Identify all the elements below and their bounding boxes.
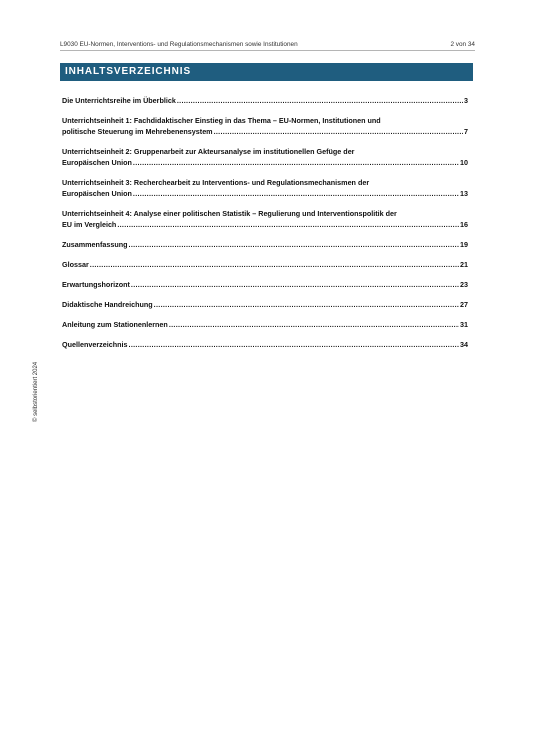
toc-entry[interactable]	[62, 239, 468, 250]
toc-title-banner: INHALTSVERZEICHNIS	[60, 63, 473, 81]
toc-entry-page: 16	[460, 220, 468, 229]
toc-entry-page: 23	[460, 280, 468, 289]
toc-leader-dots	[133, 157, 459, 168]
toc-entry-title: EU im Vergleich	[62, 220, 117, 229]
header-page-number: 2 von 34	[450, 41, 475, 48]
copyright-note: © selbstorientiert 2024	[33, 361, 39, 422]
toc-leader-dots	[129, 339, 459, 350]
toc-entry[interactable]	[62, 95, 468, 106]
toc-entry-title: Zusammenfassung	[62, 240, 128, 249]
toc-entry-title: politische Steuerung im Mehrebenensystem	[62, 127, 213, 136]
toc-entry-page: 10	[460, 158, 468, 167]
toc-entry[interactable]	[62, 115, 468, 137]
page-header	[60, 41, 475, 51]
toc-entry-title: Didaktische Handreichung	[62, 300, 153, 309]
toc-entry[interactable]	[62, 339, 468, 350]
toc-entry-title-line1: Unterrichtseinheit 3: Recherchearbeit zu Interventions- und Regulationsmechanismen der	[62, 178, 370, 187]
toc-entry-title: Anleitung zum Stationenlernen	[62, 320, 168, 329]
table-of-contents	[62, 95, 468, 359]
toc-entry-title-line1: Unterrichtseinheit 1: Fachdidaktischer Einstieg in das Thema – EU-Normen, Institutionen und	[62, 116, 381, 125]
toc-leader-dots	[169, 319, 459, 330]
toc-entry-page: 31	[460, 320, 468, 329]
toc-entry[interactable]	[62, 319, 468, 330]
toc-leader-dots	[177, 95, 463, 106]
toc-entry-title: Die Unterrichtsreihe im Überblick	[62, 96, 176, 105]
toc-entry[interactable]	[62, 259, 468, 270]
header-document-title: L9030 EU-Normen, Interventions- und Regulationsmechanismen sowie Institutionen	[60, 41, 298, 48]
toc-entry[interactable]	[62, 208, 468, 230]
toc-leader-dots	[90, 259, 459, 270]
toc-entry-page: 7	[464, 127, 468, 136]
toc-entry[interactable]	[62, 177, 468, 199]
toc-entry-page: 19	[460, 240, 468, 249]
toc-leader-dots	[129, 239, 459, 250]
toc-entry[interactable]	[62, 279, 468, 290]
toc-entry-title-line1: Unterrichtseinheit 4: Analyse einer politischen Statistik – Regulierung und Interventionspolitik der	[62, 209, 397, 218]
toc-leader-dots	[133, 188, 459, 199]
toc-leader-dots	[117, 219, 459, 230]
toc-entry-page: 3	[464, 96, 468, 105]
toc-entry-title: Europäischen Union	[62, 158, 132, 167]
toc-leader-dots	[154, 299, 459, 310]
toc-entry-page: 34	[460, 340, 468, 349]
toc-entry-page: 27	[460, 300, 468, 309]
toc-entry-page: 13	[460, 189, 468, 198]
toc-entry-title: Quellenverzeichnis	[62, 340, 128, 349]
toc-leader-dots	[131, 279, 459, 290]
toc-entry-title: Europäischen Union	[62, 189, 132, 198]
toc-entry[interactable]	[62, 299, 468, 310]
toc-entry-title: Glossar	[62, 260, 89, 269]
toc-entry[interactable]	[62, 146, 468, 168]
toc-entry-title-line1: Unterrichtseinheit 2: Gruppenarbeit zur Akteursanalyse im institutionellen Gefüge der	[62, 147, 355, 156]
toc-entry-title: Erwartungshorizont	[62, 280, 130, 289]
toc-entry-page: 21	[460, 260, 468, 269]
toc-leader-dots	[214, 126, 463, 137]
